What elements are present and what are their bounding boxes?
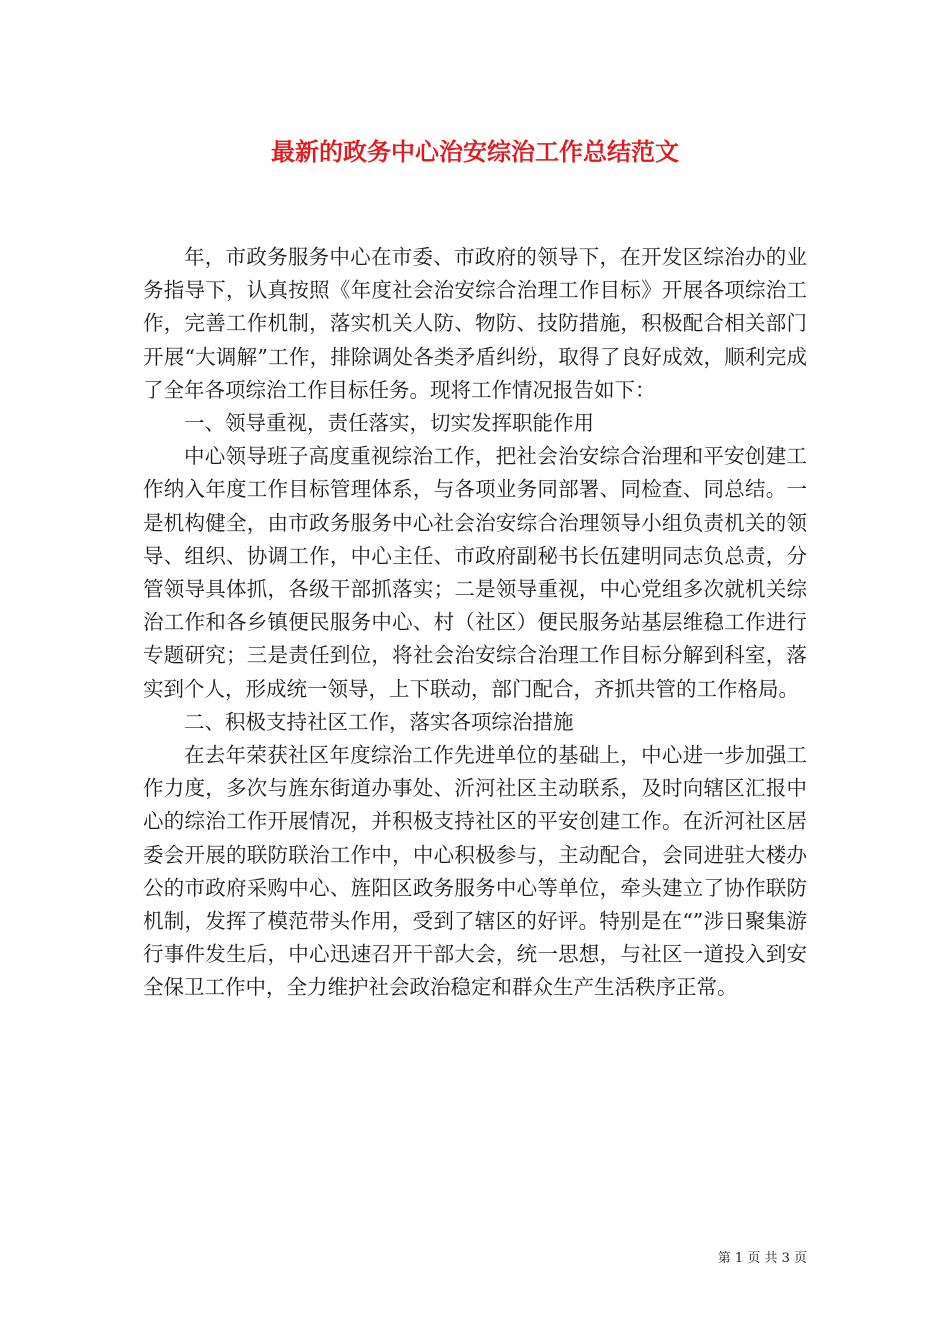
section-2-paragraph: 在去年荣获社区年度综治工作先进单位的基础上，中心进一步加强工作力度，多次与旌东街道办事处、沂河社区主动联系，及时向辖区汇报中心的综治工作开展情况，并积极支持社区的平安创建工作。在沂河社区居委会开展的联防联治工作中，中心积极参与，主动配合，会同进驻大楼办公的市政府采购中心、旌阳区政务服务中心等单位，牵头建立了协作联防机制，发挥了模范带头作用，受到了辖区的好评。特别是在“”涉日聚集游行事件发生后，中心迅速召开干部大会，统一思想，与社区一道投入到安全保卫工作中，全力维护社会政治稳定和群众生产生活秩序正常。 <box>143 743 807 1000</box>
section-heading-2: 二、积极支持社区工作，落实各项综治措施 <box>184 709 574 734</box>
intro-paragraph: 年，市政务服务中心在市委、市政府的领导下，在开发区综治办的业务指导下，认真按照《年度社会治安综合治理工作目标》开展各项综治工作，完善工作机制，落实机关人防、物防、技防措施，积极配合相关部门开展“大调解”工作，排除调处各类矛盾纠纷，取得了良好成效，顺利完成了全年各项综治工作目标任务。现将工作情况报告如下： <box>143 245 807 402</box>
section-heading-1: 一、领导重视，责任落实，切实发挥职能作用 <box>184 411 594 436</box>
section-1-paragraph: 中心领导班子高度重视综治工作，把社会治安综合治理和平安创建工作纳入年度工作目标管理体系，与各项业务同部署、同检查、同总结。一是机构健全，由市政务服务中心社会治安综合治理领导小组负责机关的领导、组织、协调工作，中心主任、市政府副秘书长伍建明同志负总责，分管领导具体抓，各级干部抓落实；二是领导重视，中心党组多次就机关综治工作和各乡镇便民服务中心、村（社区）便民服务站基层维稳工作进行专题研究；三是责任到位，将社会治安综合治理工作目标分解到科室，落实到个人，形成统一领导，上下联动，部门配合，齐抓共管的工作格局。 <box>143 444 807 701</box>
page-number-footer: 第 1 页 共 3 页 <box>717 1251 807 1266</box>
document-body <box>143 241 807 1005</box>
document-title: 最新的政务中心治安综治工作总结范文 <box>271 137 679 166</box>
